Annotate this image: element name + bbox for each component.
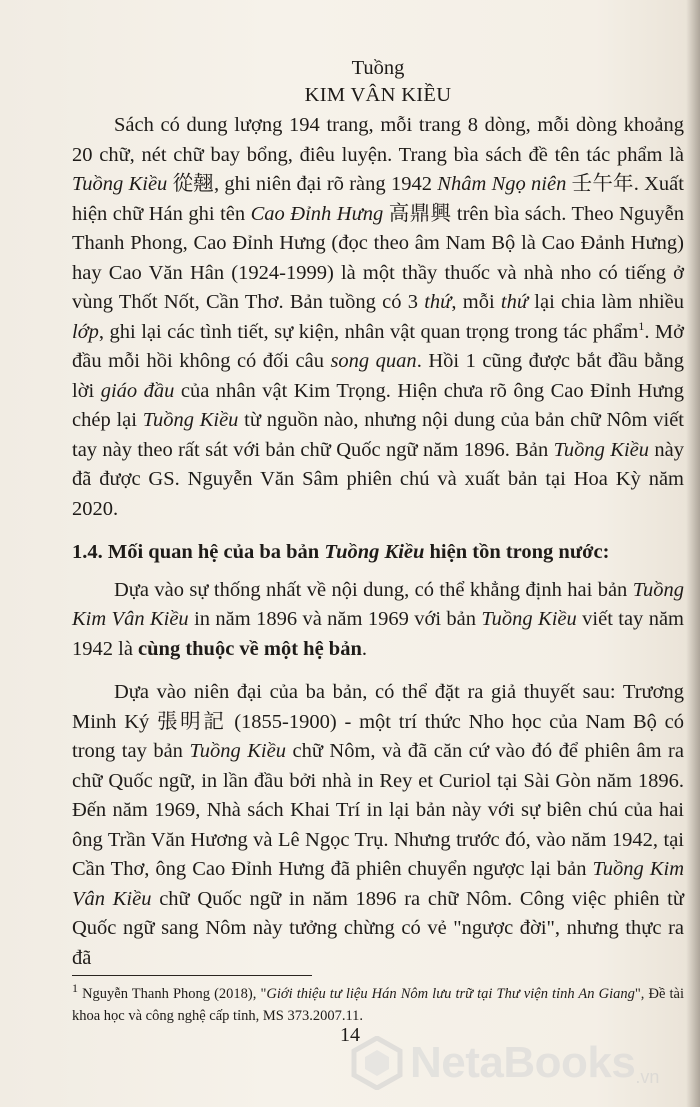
text-run: . Hồi 1 cũng được bắt đầu bằng lời [72,350,684,402]
watermark [350,1028,695,1098]
text-run: hiện tồn trong nước: [424,541,610,563]
watermark-suffix: .vn [635,1067,660,1087]
page-edge-shadow [686,0,700,1107]
text-run: Dựa vào sự thống nhất về nội dung, có thể khẳng định hai bản [114,578,633,601]
heading-title: KIM VÂN KIỀU [304,84,452,106]
text-run: . Mở đầu mỗi hồi không có đối câu [72,320,684,372]
text-run: in năm 1896 và năm 1969 với bản [188,608,482,630]
heading-line-1: Tuồng [351,57,405,79]
italic-run: lớp [72,320,99,343]
text-run: Sách có dung lượng 194 trang, mỗi trang 8 dòng, mỗi dòng khoảng 20 chữ, nét chữ bay bổng, điêu luyện. Trang bìa sách đề tên tác phẩm là [72,114,684,166]
paragraph-1 [72,111,684,524]
watermark-text: NetaBooks [410,1038,636,1087]
italic-run: Giới thiệu tư liệu Hán Nôm lưu trữ tại Thư viện tỉnh An Giang [266,986,635,1002]
text-run: viết tay năm 1942 là [72,608,684,660]
text-run: ", Đề tài khoa học và công nghệ cấp tỉnh, MS 373.2007.11. [72,986,684,1024]
text-run: 高鼎興 trên bìa sách. Theo Nguyễn Thanh Phong, Cao Đỉnh Hưng (đọc theo âm Nam Bộ là Cao Đảnh Hưng) hay Cao Văn Hân (1924-1999) là một thầy thuốc và nhà nho có tiếng ở vùng Thốt Nốt, Cần Thơ. Bản tuồng có 3 [72,202,684,313]
italic-run: Tuồng Kiều [142,409,239,431]
chapter-heading [72,55,684,109]
italic-run: giáo đầu [100,379,175,402]
text-run: chữ Quốc ngữ in năm 1896 ra chữ Nôm. Công việc phiên từ Quốc ngữ sang Nôm này tưởng chừng có vẻ "ngược đời", nhưng thực ra đã [72,887,684,969]
footnote-number: 1 [72,981,78,996]
netabooks-logo-icon [350,1036,404,1090]
text-run: , ghi lại các tình tiết, sự kiện, nhân vật quan trọng trong tác phẩm [98,320,639,343]
text-run: Dựa vào niên đại của ba bản, có thể đặt ra giả thuyết sau: Trương Minh Ký 張明記 (1855-1900) - một trí thức Nho học của Nam Bộ có trong tay bản [72,681,684,762]
text-run: từ nguồn nào, nhưng nội dung của bản chữ Nôm viết tay này theo rất sát với bản chữ Quốc ngữ năm 1896. Bản [72,409,684,461]
paragraph-gap [72,664,684,678]
italic-run: Nhâm Ngọ niên [437,173,567,195]
text-run: Nguyễn Thanh Phong (2018), " [78,986,267,1002]
text-run: 壬午年. Xuất hiện chữ Hán ghi tên [72,173,684,225]
text-run: của nhân vật Kim Trọng. Hiện chưa rõ ông Cao Đỉnh Hưng chép lại [72,379,685,431]
italic-run: Tuồng Kim Vân Kiều [72,858,684,910]
italic-run: Tuồng Kiều [481,608,577,630]
paragraph-3 [72,678,684,973]
italic-run: Tuồng Kim Vân Kiều [72,578,684,630]
page-number: 14 [340,1024,360,1046]
text-run: này đã được GS. Nguyễn Văn Sâm phiên chú và xuất bản tại Hoa Kỳ năm 2020. [72,438,684,520]
text-run: 從翹, ghi niên đại rõ ràng 1942 [167,173,438,195]
italic-run: Tuồng Kiều [189,740,286,762]
italic-run: Tuồng Kiều [553,438,649,461]
italic-run: thứ [424,291,452,313]
italic-run: Tuồng Kiều [324,541,425,563]
footnote-divider [72,975,312,976]
section-heading [72,538,684,568]
book-page [72,55,684,973]
text-run: , mỗi [451,291,501,313]
italic-run: Cao Đỉnh Hưng [250,202,384,225]
paragraph-2 [72,576,684,665]
text-run: chữ Nôm, và đã căn cứ vào đó để phiên âm ra chữ Quốc ngữ, in lần đầu bởi nhà in Rey et Curiol tại Sài Gòn năm 1896. Đến năm 1969, Nhà sách Khai Trí in lại bản này với sự biên chú của hai ông Trần Văn Hương và Lê Ngọc Trụ. Nhưng trước đó, vào năm 1942, tại Cần Thơ, ông Cao Đỉnh Hưng đã phiên chuyển ngược lại bản [72,740,684,880]
footnote-marker: 1 [638,318,645,333]
italic-run: song quan [330,350,417,372]
text-run: lại chia làm nhiều [528,291,684,313]
italic-run: Tuồng Kiều [72,173,168,195]
text-run: . [361,637,367,660]
text-run: 1.4. Mối quan hệ của ba bản [72,541,325,563]
bold-run: cùng thuộc về một hệ bản [138,637,362,660]
footnote [72,983,684,1027]
italic-run: thứ [500,291,529,313]
